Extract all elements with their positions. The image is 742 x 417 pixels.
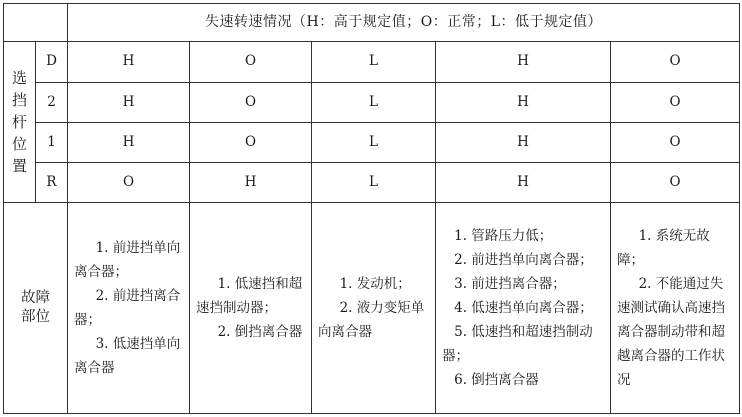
position-cell: R bbox=[36, 163, 68, 203]
value-cell: O bbox=[611, 42, 740, 83]
value-cell: O bbox=[68, 163, 190, 203]
fault-item: 1. 发动机； bbox=[339, 276, 411, 292]
value-cell: H bbox=[436, 163, 611, 203]
side-label-char: 杆 bbox=[11, 113, 27, 131]
fault-cell bbox=[312, 203, 436, 414]
value-cell: H bbox=[436, 83, 611, 123]
fault-item: 1. 系统无故障； bbox=[617, 228, 710, 268]
fault-list bbox=[312, 272, 435, 344]
table-row bbox=[4, 163, 740, 203]
fault-item: 3. 前进挡离合器； bbox=[454, 276, 566, 292]
value-cell: H bbox=[68, 42, 190, 83]
side-label-char: 位 bbox=[11, 135, 27, 153]
side-label-char: 挡 bbox=[11, 91, 27, 109]
value-cell: O bbox=[611, 83, 740, 123]
position-cell: 1 bbox=[36, 123, 68, 163]
value-cell: H bbox=[436, 123, 611, 163]
position-cell: D bbox=[36, 42, 68, 83]
value-cell: H bbox=[68, 123, 190, 163]
value-cell: O bbox=[611, 123, 740, 163]
table-row bbox=[4, 42, 740, 83]
stall-test-table bbox=[3, 3, 740, 414]
fault-row bbox=[4, 203, 740, 414]
fault-label-line: 部位 bbox=[21, 309, 50, 325]
fault-item: 2. 前进挡单向离合器； bbox=[454, 252, 593, 268]
value-cell: L bbox=[312, 163, 436, 203]
fault-label-line: 故障 bbox=[21, 290, 50, 307]
value-cell: H bbox=[436, 42, 611, 83]
fault-item: 2. 倒挡离合器 bbox=[217, 324, 303, 340]
value-cell: L bbox=[312, 123, 436, 163]
fault-item: 2. 不能通过失速测试确认高速挡离合器制动带和超越离合器的工作状况 bbox=[617, 276, 725, 388]
value-cell: L bbox=[312, 83, 436, 123]
fault-item: 2. 液力变矩单向离合器 bbox=[318, 300, 425, 340]
header-row bbox=[4, 4, 740, 42]
value-cell: L bbox=[312, 42, 436, 83]
fault-item: 4. 低速挡单向离合器； bbox=[454, 300, 593, 316]
fault-item: 3. 低速挡单向离合器 bbox=[74, 336, 181, 376]
side-label-char: 置 bbox=[11, 157, 27, 175]
header-title: 失速转速情况（H：高于规定值；O：正常；L：低于规定值） bbox=[68, 4, 740, 42]
fault-location-label bbox=[4, 203, 68, 414]
fault-item: 5. 低速挡和超速挡制动器； bbox=[442, 324, 593, 364]
stall-test-table-container bbox=[3, 3, 739, 413]
fault-cell bbox=[611, 203, 740, 414]
value-cell: O bbox=[190, 123, 312, 163]
table-row bbox=[4, 123, 740, 163]
fault-list bbox=[190, 272, 311, 344]
fault-list bbox=[611, 224, 739, 392]
value-cell: H bbox=[190, 163, 312, 203]
side-label-char: 选 bbox=[11, 69, 27, 87]
value-cell: O bbox=[190, 83, 312, 123]
value-cell: O bbox=[611, 163, 740, 203]
fault-item: 1. 前进挡单向离合器； bbox=[74, 240, 181, 280]
corner-cell bbox=[4, 4, 68, 42]
fault-item: 6. 倒挡离合器 bbox=[454, 372, 539, 388]
fault-list bbox=[68, 236, 189, 380]
selector-position-label bbox=[4, 42, 36, 203]
value-cell: H bbox=[68, 83, 190, 123]
table-row bbox=[4, 83, 740, 123]
fault-cell bbox=[436, 203, 611, 414]
fault-item: 2. 前进挡离合器； bbox=[74, 288, 181, 328]
fault-item: 1. 低速挡和超速挡制动器； bbox=[196, 276, 303, 316]
position-cell: 2 bbox=[36, 83, 68, 123]
fault-list bbox=[436, 224, 610, 392]
value-cell: O bbox=[190, 42, 312, 83]
fault-cell bbox=[190, 203, 312, 414]
fault-cell bbox=[68, 203, 190, 414]
fault-item: 1. 管路压力低； bbox=[454, 228, 553, 244]
